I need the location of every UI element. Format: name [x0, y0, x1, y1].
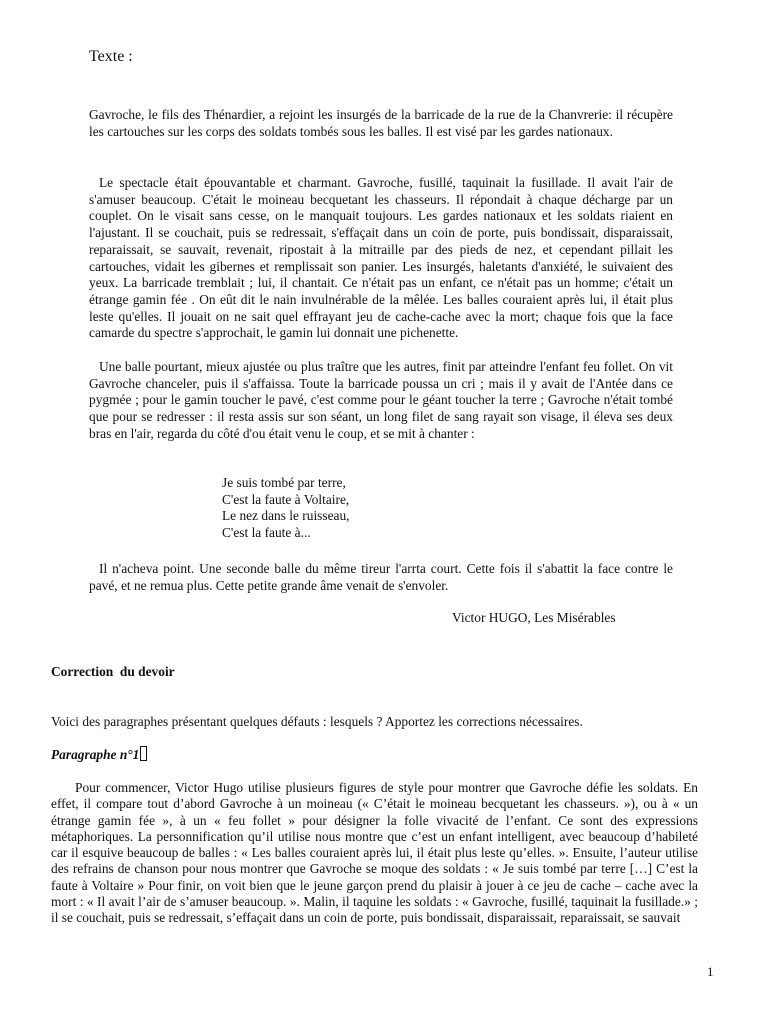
song-verse	[222, 475, 350, 542]
text-heading: Texte :	[89, 48, 133, 65]
verse-line: C'est la faute à...	[222, 525, 311, 541]
correction-title: Correction du devoir	[51, 664, 175, 679]
paragraph-heading-label: Paragraphe n°1	[51, 747, 140, 762]
passage-text-3: Il n'acheva point. Une seconde balle du même tireur l'arrta court. Cette fois il s'abattit la face contre le pavé, et ne remua plus. Cette petite grande âme venait de s'envoler.	[89, 561, 673, 593]
placeholder-box-icon	[140, 746, 147, 761]
passage-paragraph-1	[89, 175, 673, 342]
passage-text-2: Une balle pourtant, mieux ajustée ou plus traître que les autres, finit par atteindre l'enfant feu follet. On vit Gavroche chanceler, puis il s'affaissa. Toute la barricade poussa un cri ; mais il y avait de l'Antée dans ce pygmée ; pour le gamin toucher le pavé, c'est comme pour le géant toucher la terre ; Gavroche n'était tombé que pour se redresser : il resta assis sur son séant, un long filet de sang rayait son visage, il éleva ses deux bras en l'air, regarda du côté d'ou était venu le coup, et se mit à chanter :	[89, 359, 673, 441]
passage-paragraph-2	[89, 359, 673, 443]
student-paragraph: Pour commencer, Victor Hugo utilise plusieurs figures de style pour montrer que Gavroche défie les soldats. En effet, il compare tout d’abord Gavroche à un moineau (« C’était le moineau becquetant les chasseurs. »), ou à « un étrange gamin fée », à un « feu follet » pour désigner la folle vivacité de l’enfant. Ce sont des expressions métaphoriques. La personnification qu’il utilise nous montre que c’est un enfant intelligent, avec beaucoup d’habileté car il esquive beaucoup de balles : « Les balles couraient après lui, il était plus leste qu’elles. ». Ensuite, l’auteur utilise des refrains de chanson pour nous montrer que Gavroche se moque des soldats : « Je suis tombé par terre […] C’est la faute à Voltaire » Pour finir, on voit bien que le jeune garçon prend du plaisir à jouer à ce jeu de cache – cache avec la mort : « Il avait l’air de s’amuser beaucoup. ». Malin, il taquine les soldats : « Gavroche, fusillé, taquinait la fusillade.» ; il se couchait, puis se redressait, s’effaçait dans un coin de porte, puis bondissait, disparaissait, reparaissait, se sauvait	[51, 780, 698, 926]
verse-line: Le nez dans le ruisseau,	[222, 508, 350, 524]
passage-paragraph-3	[89, 561, 673, 594]
paragraph-heading	[51, 746, 147, 763]
intro-text: Gavroche, le fils des Thénardier, a rejoint les insurgés de la barricade de la rue de la Chanvrerie: il récupère les cartouches sur les corps des soldats tombés sous les balles. Il est visé par les gardes nationaux.	[89, 107, 673, 139]
verse-line: Je suis tombé par terre,	[222, 475, 346, 490]
instruction-text: Voici des paragraphes présentant quelques défauts : lesquels ? Apportez les corrections nécessaires.	[51, 714, 583, 729]
passage-text-1: Le spectacle était épouvantable et charmant. Gavroche, fusillé, taquinait la fusillade. Il avait l'air de s'amuser beaucoup. C'était le moineau becquetant les chasseurs. Il répondait à chaque décharge par un couplet. On le visait sans cesse, on le manquait toujours. Les gardes nationaux et les soldats riaient en l'ajustant. Il se couchait, puis se redressait, s'effaçait dans un coin de porte, puis bondissait, disparaissait, reparaissait, se sauvait, revenait, ripostait à la mitraille par des pieds de nez, et cependant pillait les cartouches, vidait les gibernes et remplissait son panier. Les insurgés, haletants d'anxiété, le suivaient des yeux. La barricade tremblait ; lui, il chantait. Ce n'était pas un enfant, ce n'était pas un homme; c'était un étrange gamin fée . On eût dit le nain invulnérable de la mêlée. Les balles couraient après lui, il était plus leste qu'elles. Il jouait on ne sait quel effrayant jeu de cache-cache avec la mort; chaque fois que la face camarde du spectre s'approchait, le gamin lui donnait une pichenette.	[89, 175, 673, 341]
verse-line: C'est la faute à Voltaire,	[222, 491, 350, 507]
page-number: 1	[707, 964, 714, 979]
intro-paragraph	[89, 107, 673, 140]
author-signature: Victor HUGO, Les Misérables	[452, 610, 616, 625]
